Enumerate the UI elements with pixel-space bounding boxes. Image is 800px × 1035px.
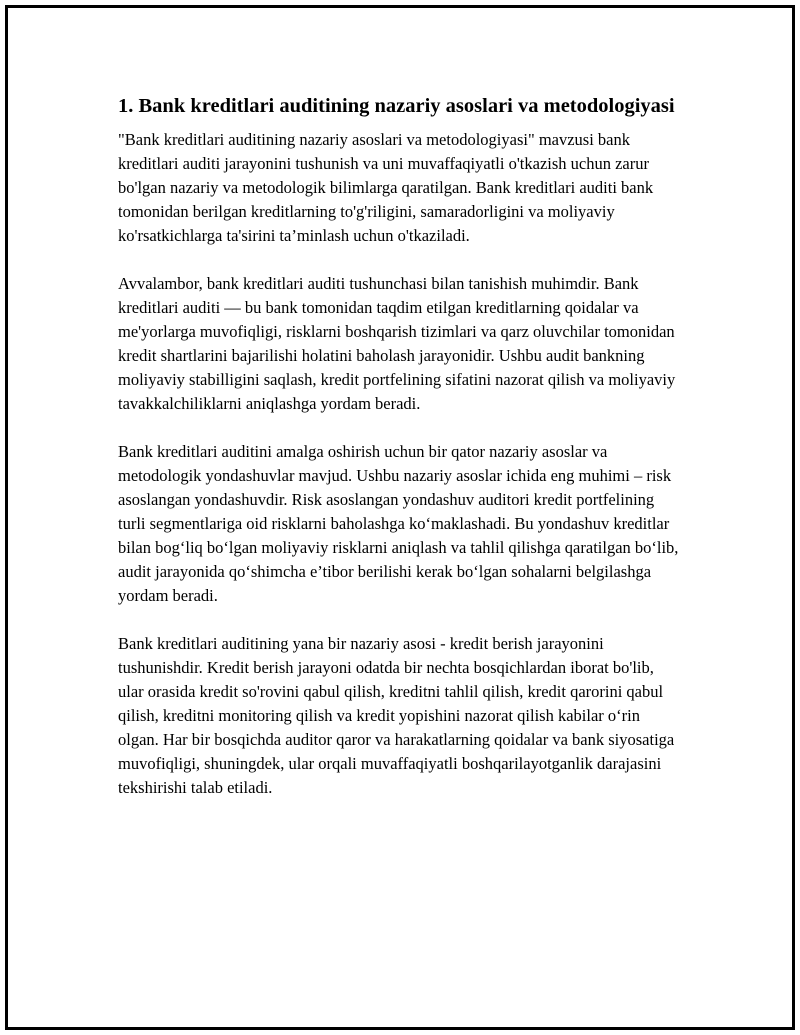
- document-heading: 1. Bank kreditlari auditining nazariy asoslari va metodologiyasi: [118, 95, 675, 117]
- paragraph-1: "Bank kreditlari auditining nazariy asoslari va metodologiyasi" mavzusi bank kreditlari auditi jarayonini tushunish va uni muvaffaqiyatli o'tkazish uchun zarur bo'lgan nazariy va metodologik bilimlarga qaratilgan. Bank kreditlari auditi bank tomonidan berilgan kreditlarning to'g'riligini, samaradorligini va moliyaviy ko'rsatkichlarga ta'sirini ta’minlash uchun o'tkaziladi.: [118, 130, 654, 245]
- document-body: [118, 92, 680, 824]
- paragraph-4: Bank kreditlari auditining yana bir nazariy asosi - kredit berish jarayonini tushunishdir. Kredit berish jarayoni odatda bir nechta bosqichlardan iborat bo'lib, ular orasida kredit so'rovini qabul qilish, kreditni tahlil qilish, kredit qarorini qabul qilish, kreditni monitoring qilish va kredit yopishini nazorat qilish kabilar o‘rin olgan. Har bir bosqichda auditor qaror va harakatlarning qoidalar va bank siyosatiga muvofiqligi, shuningdek, ular orqali muvaffaqiyatli boshqarilayotganlik darajasini tekshirishi talab etiladi.: [118, 634, 675, 797]
- paragraph-3: Bank kreditlari auditini amalga oshirish uchun bir qator nazariy asoslar va metodologik yondashuvlar mavjud. Ushbu nazariy asoslar ichida eng muhimi – risk asoslangan yondashuvdir. Risk asoslangan yondashuv auditori kredit portfelining turli segmentlariga oid risklarni baholashga ko‘maklashadi. Bu yondashuv kreditlar bilan bog‘liq bo‘lgan moliyaviy risklarni aniqlash va tahlil qilishga qaratilgan bo‘lib, audit jarayonida qo‘shimcha e’tibor berilishi kerak bo‘lgan sohalarni belgilashga yordam beradi.: [118, 442, 679, 605]
- paragraph-2: Avvalambor, bank kreditlari auditi tushunchasi bilan tanishish muhimdir. Bank kreditlari auditi — bu bank tomonidan taqdim etilgan kreditlarning qoidalar va me'yorlarga muvofiqligi, risklarni boshqarish tizimlari va qarz oluvchilar tomonidan kredit shartlarini bajarilishi holatini baholash jarayonidir. Ushbu audit bankning moliyaviy stabilligini saqlash, kredit portfelining sifatini nazorat qilish va moliyaviy tavakkalchiliklarni aniqlashga yordam beradi.: [118, 274, 676, 413]
